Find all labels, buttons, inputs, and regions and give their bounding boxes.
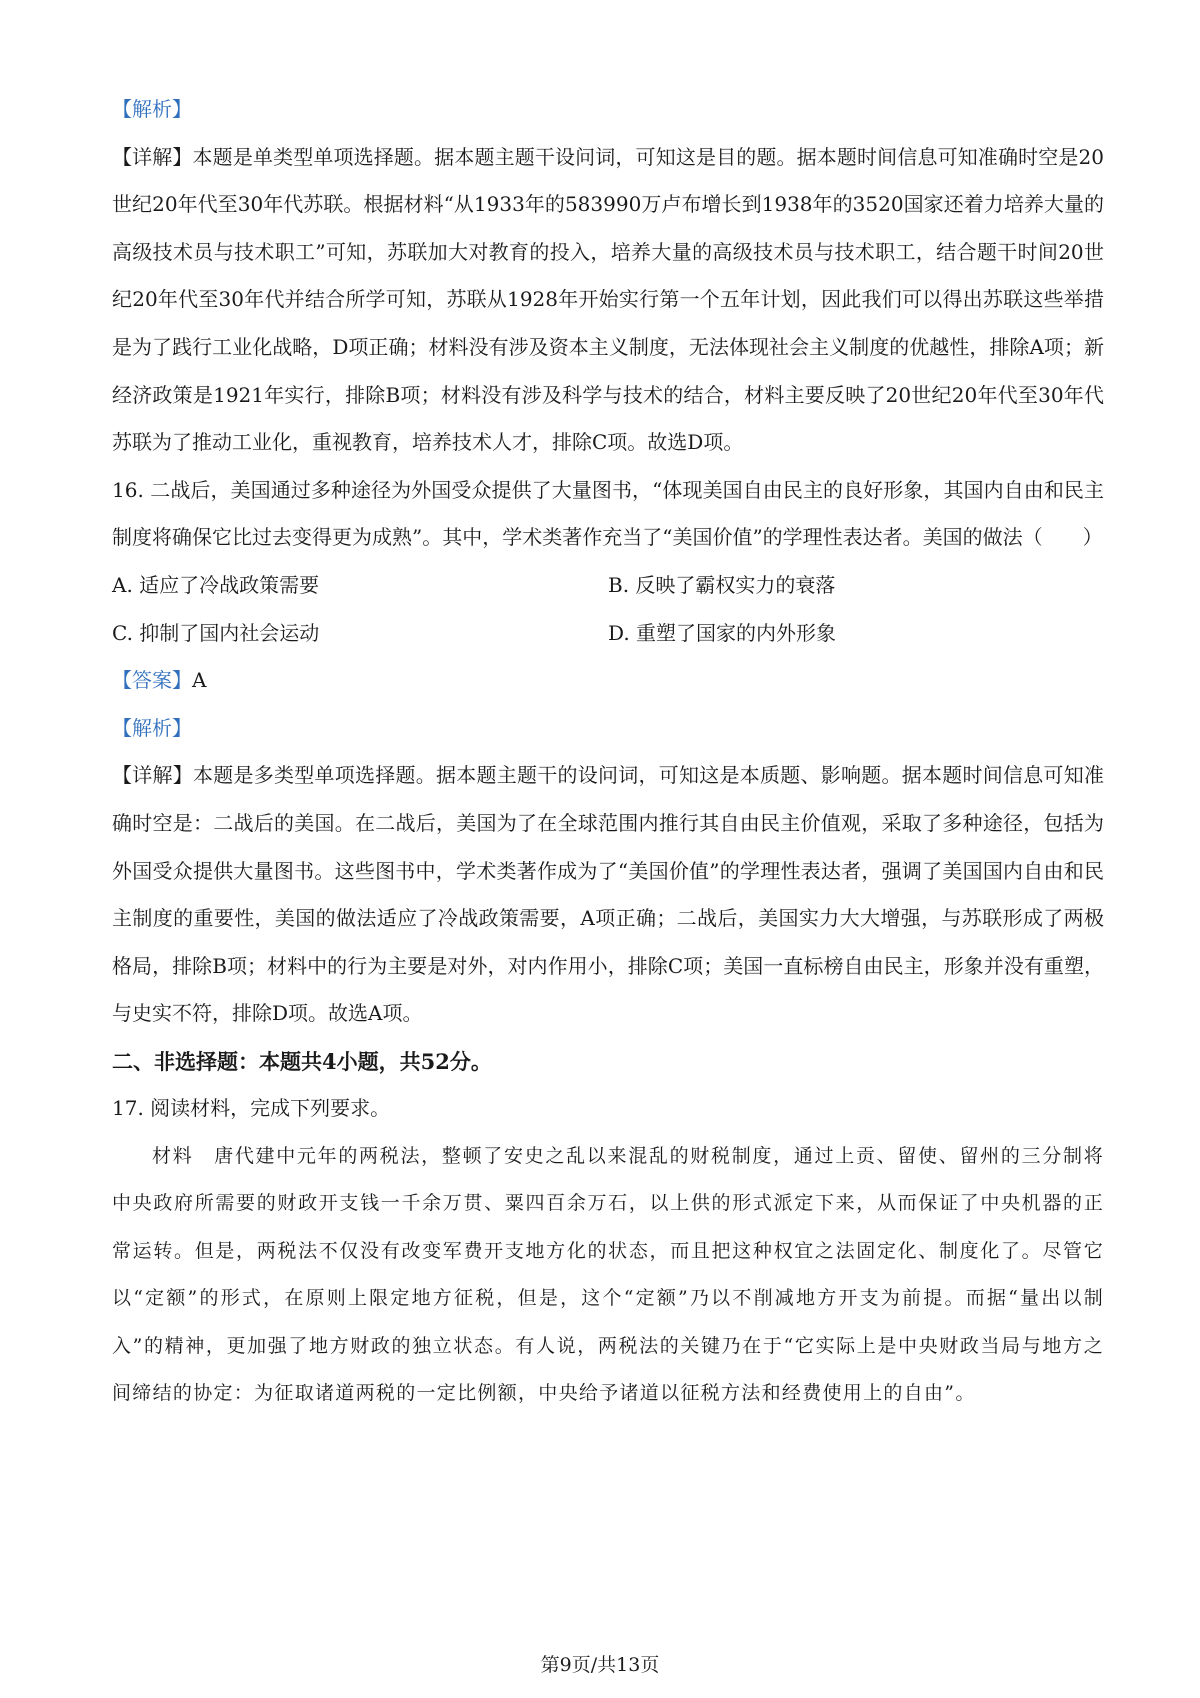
q17-stem: 17. 阅读材料，完成下列要求。 (112, 1096, 391, 1121)
q16-option-d: D. 重塑了国家的内外形象 (608, 620, 837, 645)
analysis-label: 【解析】 (112, 97, 192, 121)
answer-value: A (192, 668, 207, 693)
q16-stem: 16. 二战后，美国通过多种途径为外国受众提供了大量图书，“体现美国自由民主的良好形象，其国内自由和民主制度将确保它比过去变得更为成熟”。其中，学术类著作充当了“美国价值”的学理性表达者。美国的做法（ ） (112, 477, 1104, 550)
answer-label: 【答案】 (112, 668, 192, 693)
q16-option-b: B. 反映了霸权实力的衰落 (608, 572, 836, 597)
detail-label: 【详解】 (112, 763, 193, 788)
q15-detail-text: 本题是单类型单项选择题。据本题主题干设问词，可知这是目的题。据本题时间信息可知准确时空是20世纪20年代至30年代苏联。根据材料“从1933年的583990万卢布增长到1938年的3520国家还着力培养大量的高级技术员与技术职工”可知，苏联加大对教育的投入，培养大量的高级技术员与技术职工，结合题干时间20世纪20年代至30年代并结合所学可知，苏联从1928年开始实行第一个五年计划，因此我们可以得出苏联这些举措是为了践行工业化战略，D项正确；材料没有涉及资本主义制度，无法体现社会主义制度的优越性，排除A项；新经济政策是1921年实行，排除B项；材料没有涉及科学与技术的结合，材料主要反映了20世纪20年代至30年代苏联为了推动工业化，重视教育，培养技术人才，排除C项。故选D项。 (112, 144, 1104, 455)
q16-detail (112, 752, 1104, 1038)
q17-material: 材料 唐代建中元年的两税法，整顿了安史之乱以来混乱的财税制度，通过上贡、留使、留州的三分制将中央政府所需要的财政开支钱一千余万贯、粟四百余万石，以上供的形式派定下来，从而保证了中央机器的正常运转。但是，两税法不仅没有改变军费开支地方化的状态，而且把这种权宜之法固定化、制度化了。尽管它以“定额”的形式，在原则上限定地方征税，但是，这个“定额”乃以不削减地方开支为前提。而据“量出以制入”的精神，更加强了地方财政的独立状态。有人说，两税法的关键乃在于“它实际上是中央财政当局与地方之间缔结的协定：为征取诸道两税的一定比例额，中央给予诸道以征税方法和经费使用上的自由”。 (112, 1145, 1104, 1405)
section-heading: 二、非选择题：本题共4小题，共52分。 (112, 1048, 492, 1074)
q16-options (112, 562, 1104, 657)
q15-detail (112, 134, 1104, 467)
q16-option-c: C. 抑制了国内社会运动 (112, 620, 320, 645)
q16-detail-text: 本题是多类型单项选择题。据本题主题干的设问词，可知这是本质题、影响题。据本题时间信息可知准确时空是：二战后的美国。在二战后，美国为了在全球范围内推行其自由民主价值观，采取了多种途径，包括为外国受众提供大量图书。这些图书中，学术类著作成为了“美国价值”的学理性表达者，强调了美国国内自由和民主制度的重要性，美国的做法适应了冷战政策需要，A项正确；二战后，美国实力大大增强，与苏联形成了两极格局，排除B项；材料中的行为主要是对外，对内作用小，排除C项；美国一直标榜自由民主，形象并没有重塑，与史实不符，排除D项。故选A项。 (112, 763, 1104, 1026)
detail-label: 【详解】 (112, 144, 193, 169)
q16-option-a: A. 适应了冷战政策需要 (112, 572, 320, 597)
q16-answer (112, 657, 1104, 705)
document-page (112, 86, 1104, 1418)
page-footer: 第9页/共13页 (540, 1654, 660, 1676)
q16-analysis-label: 【解析】 (112, 715, 192, 740)
